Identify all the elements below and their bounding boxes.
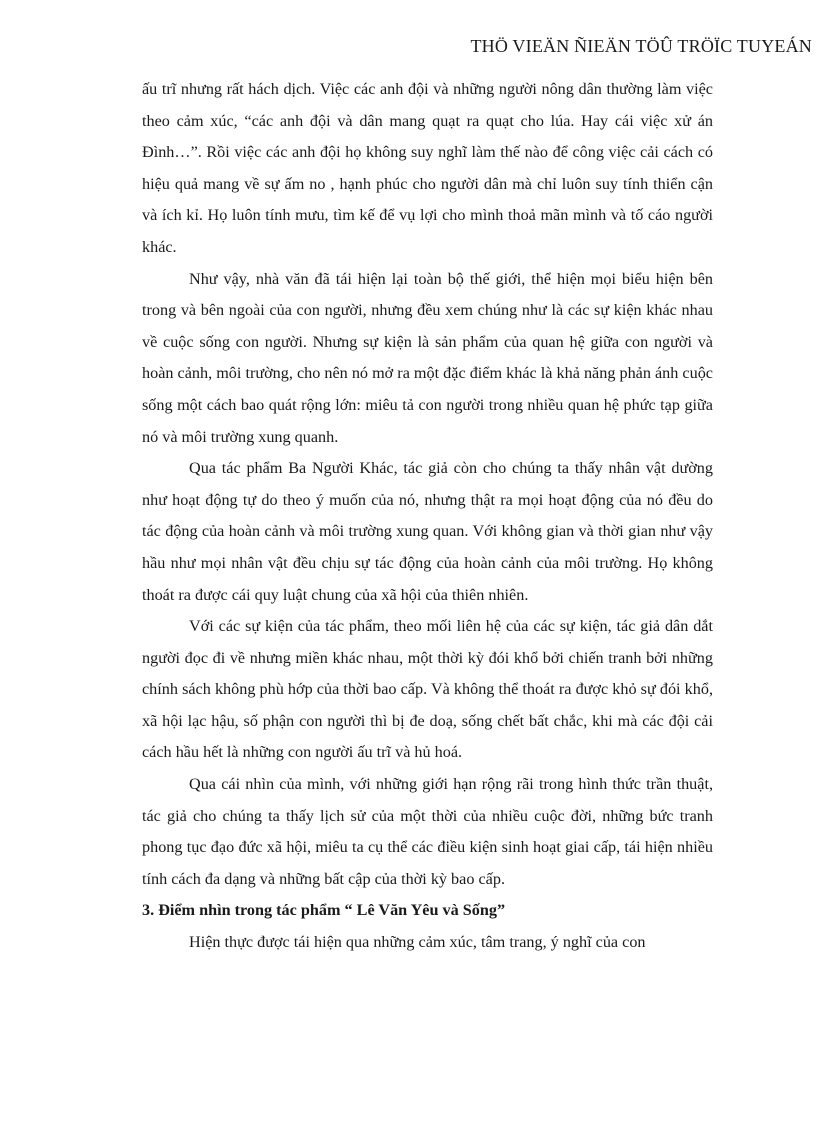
paragraph: Như vậy, nhà văn đã tái hiện lại toàn bộ thế giới, thể hiện mọi biểu hiện bên trong và bên ngoài của con người, nhưng đều xem chúng như là các sự kiện khác nhau về cuộc sống con người. Nhưng sự kiện là sản phẩm của quan hệ giữa con người và hoàn cảnh, môi trường, cho nên nó mở ra một đặc điểm khác là khả năng phản ánh cuộc sống một cách bao quát rộng lớn: miêu tả con người trong nhiều quan hệ phức tạp giữa nó và môi trường xung quanh. — [142, 269, 713, 446]
paragraph: Qua cái nhìn của mình, với những giới hạn rộng rãi trong hình thức trần thuật, tác giả cho chúng ta thấy lịch sử của một thời của nhiều cuộc đời, những bức tranh phong tục đạo đức xã hội, miêu ta cụ thể các điều kiện sinh hoạt giai cấp, tái hiện nhiều tính cách đa dạng và những bất cập của thời kỳ bao cấp. — [142, 775, 713, 888]
paragraph: ấu trĩ nhưng rất hách dịch. Việc các anh đội và những người nông dân thường làm việc theo cảm xúc, “các anh đội và dân mang quạt ra quạt cho lúa. Hay cái việc xử án Đình…”. Rồi việc các anh đội họ không suy nghĩ làm thế nào để công việc cải cách có hiệu quả mang về sự ấm no , hạnh phúc cho người dân mà chỉ luôn suy tính thiển cận và ích kỉ. Họ luôn tính mưu, tìm kế để vụ lợi cho mình thoả mãn mình và tố cáo người khác. — [142, 80, 713, 256]
paragraph: Qua tác phẩm Ba Người Khác, tác giả còn cho chúng ta thấy nhân vật dường như hoạt động tự do theo ý muốn của nó, nhưng thật ra mọi hoạt động của nó đều do tác động của hoàn cảnh và môi trường xung quan. Với không gian và thời gian như vậy hầu như mọi nhân vật đều chịu sự tác động của hoàn cảnh của môi trường. Họ không thoát ra được cái quy luật chung của xã hội của thiên nhiên. — [142, 459, 713, 604]
section-heading: 3. Điểm nhìn trong tác phẩm “ Lê Văn Yêu và Sống” — [142, 901, 506, 920]
document-body — [142, 74, 713, 959]
paragraph: Hiện thực được tái hiện qua những cảm xúc, tâm trang, ý nghĩ của con — [189, 933, 646, 952]
paragraph: Với các sự kiện của tác phẩm, theo mối liên hệ của các sự kiện, tác giả dân dắt người đọc đi về nhưng miền khác nhau, một thời kỳ đói khổ bởi chiến tranh bởi những chính sách không phù hớp của thời bao cấp. Và không thể thoát ra được khỏ sự đói khổ, xã hội lạc hậu, số phận con người thì bị đe doạ, sống chết bất chắc, khi mà các đội cải cách hầu hết là những con người ấu trĩ và hủ hoá. — [142, 617, 713, 762]
page-header: THÖ VIEÄN ÑIEÄN TÖÛ TRÖÏC TUYEÁN — [470, 36, 812, 56]
